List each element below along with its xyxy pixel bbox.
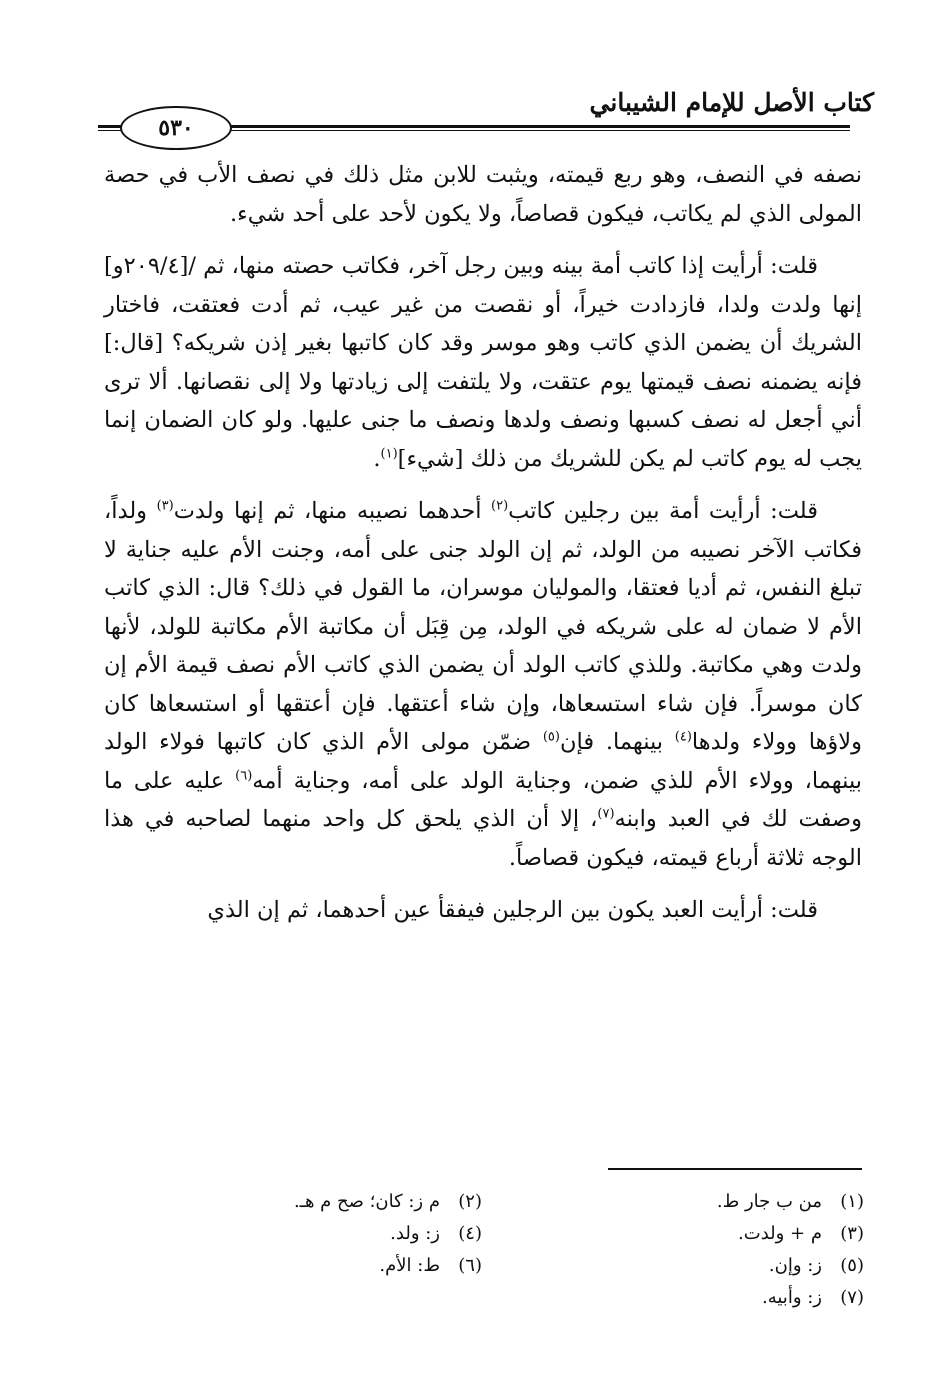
footnote-text: ز: وأبيه. [762, 1287, 822, 1308]
page-number: ٥٣٠ [120, 106, 232, 150]
footnote-text: ز: وإن. [768, 1255, 822, 1276]
footnote-ref: (٥) [542, 729, 560, 745]
footnote-text: م ز: كان؛ صح م هـ. [293, 1191, 440, 1212]
footnote-5 [482, 1250, 864, 1282]
text-run: ولداً، فكاتب الآخر نصيبه من الولد، ثم إن الولد جنى على أمه، وجنت الأم عليه جناية لا تبلغ النفس، ثم أديا فعتقا، والموليان موسران، ما القول في ذلك؟ قال: الذي كاتب الأم لا ضمان له على شريكه في الولد، مِن قِبَل أن مكاتبة الأم مكاتبة للولد، لأنها ولدت وهي مكاتبة. وللذي كاتب الولد أن يضمن الذي كاتب الأم نصف قيمة الأم إن كان موسراً. فإن شاء استسعاها، وإن شاء أعتقها. فإن أعتقها أو استسعاها كان ولاؤها وولاء ولدها [104, 498, 862, 755]
footnote-ref: (٤) [674, 729, 692, 745]
text-run: عليه على ما وصفت لك في العبد وابنه [104, 767, 862, 832]
running-header-title: كتاب الأصل للإمام الشيباني [589, 88, 874, 117]
footnotes [100, 1186, 864, 1314]
footnote-separator [608, 1168, 862, 1170]
footnote-marker: (٣) [840, 1223, 864, 1244]
text-run: قلت: أرأيت العبد يكون بين الرجلين فيفقأ عين أحدهما، ثم إن الذي [207, 897, 818, 923]
footnote-4 [100, 1218, 482, 1250]
footnote-6 [100, 1250, 482, 1282]
footnote-ref: (٣) [156, 498, 174, 514]
footnote-text: م + ولدت. [738, 1223, 822, 1244]
paragraph [104, 156, 862, 233]
footnote-marker: (٧) [840, 1287, 864, 1308]
footnote-7 [482, 1282, 864, 1314]
footnote-row [100, 1218, 864, 1250]
footnote-marker: (٢) [458, 1191, 482, 1212]
footnote-text: ط: الأم. [379, 1255, 440, 1276]
text-run: قلت: أرأيت أمة بين رجلين كاتب [508, 498, 818, 524]
footnote-ref: (٢) [491, 498, 509, 514]
footnote-marker: (٤) [458, 1223, 482, 1244]
paragraph [104, 247, 862, 478]
footnote-row [100, 1186, 864, 1218]
text-run: ، إلا أن الذي يلحق كل واحد منهما لصاحبه في هذا الوجه ثلاثة أرباع قيمته، فيكون قصاصاً. [104, 806, 862, 871]
paragraph [104, 891, 862, 930]
footnote-marker: (٥) [840, 1255, 864, 1276]
footnote-marker: (٦) [458, 1255, 482, 1276]
text-run: أحدهما نصيبه منها، ثم إنها ولدت [173, 498, 492, 524]
paragraph [104, 492, 862, 877]
footnote-row [100, 1282, 864, 1314]
main-text [104, 156, 862, 944]
text-run: نصفه في النصف، وهو ربع قيمته، ويثبت للابن مثل ذلك في نصف الأب في حصة المولى الذي لم يكاتب، فيكون قصاصاً، ولا يكون لأحد على أحد شيء. [104, 162, 862, 227]
footnote-1 [482, 1186, 864, 1218]
text-run: بينهما. فإن [559, 729, 675, 755]
footnote-text: ز: ولد. [390, 1223, 440, 1244]
text-run: . [373, 445, 381, 472]
footnote-3 [482, 1218, 864, 1250]
footnote-text: من ب جار ط. [716, 1191, 822, 1212]
footnote-marker: (١) [840, 1191, 864, 1212]
footnote-ref: (٧) [597, 806, 615, 822]
text-run: ضمّن مولى الأم الذي كان كاتبها فولاء الولد بينهما، وولاء الأم للذي ضمن، وجناية الولد على أمه، وجناية أمه [104, 729, 862, 794]
footnote-ref: (٦) [235, 768, 253, 783]
footnote-2 [100, 1186, 482, 1218]
footnote-row [100, 1250, 864, 1282]
footnote-ref: (١) [380, 446, 398, 461]
text-run: قلت: أرأيت إذا كاتب أمة بينه وبين رجل آخر، فكاتب حصته منها، ثم /[٢٠٩/٤و] إنها ولدت ولدا، فازدادت خيراً، أو نقصت من غير عيب، ثم أدت فعتقت، فاختار الشريك أن يضمن الذي كاتب وهو موسر وقد كان كاتبها بغير إذن شريكه؟ [قال:] فإنه يضمنه نصف قيمتها يوم عتقت، ولا يلتفت إلى زيادتها ولا إلى نقصانها. ألا ترى أني أجعل له نصف كسبها ونصف ولدها ونصف ما جنى عليها. ولو كان الضمان إنما يجب له يوم كاتب لم يكن للشريك من ذلك [شيء] [104, 253, 862, 472]
